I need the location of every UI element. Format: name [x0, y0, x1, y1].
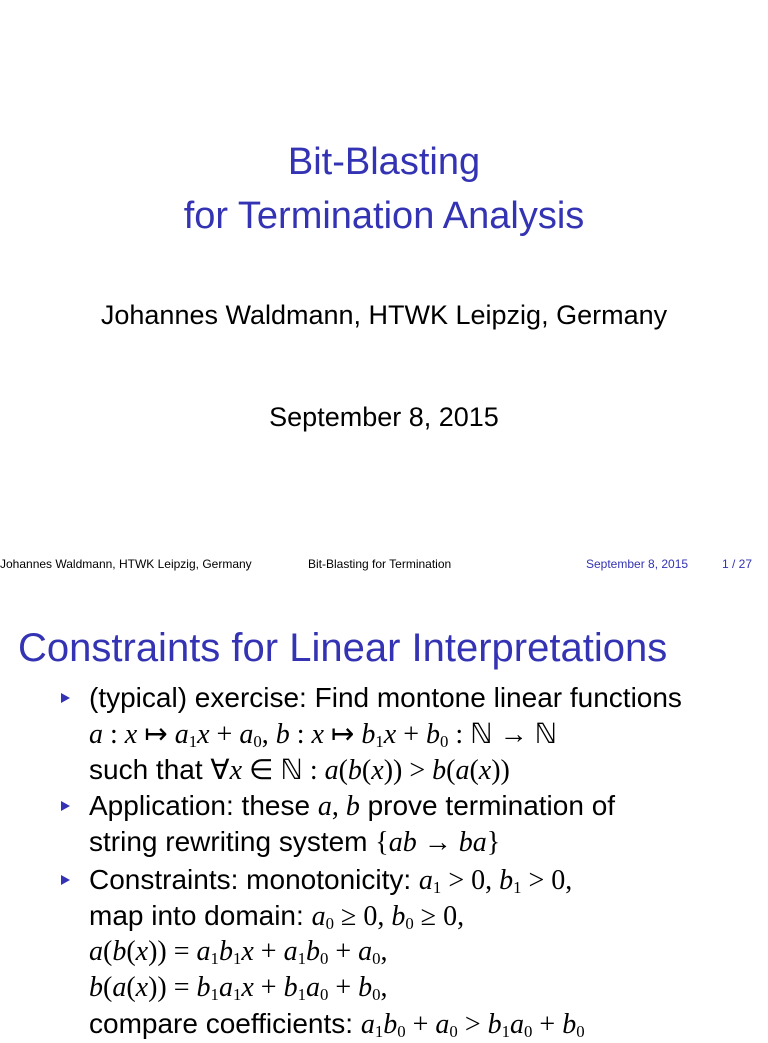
footer-short-title: Bit-Blasting for Termination — [308, 557, 452, 571]
bullet-1-condition: such that ∀x ∈ ℕ : a(b(x)) > b(a(x)) — [89, 754, 510, 786]
bullet-icon — [61, 801, 70, 811]
application-tail: prove termination of — [359, 790, 616, 821]
content-slide — [0, 576, 768, 1041]
footer-page-number: 1 / 27 — [722, 557, 753, 571]
bullet-icon — [61, 693, 70, 703]
bullet-1-formula: a : x ↦ $a_1x + a_0$, b : x ↦ $b_1x + b_0$ : ℕ → ℕ — [89, 719, 558, 751]
frame-title: Constraints for Linear Interpretations — [18, 626, 668, 670]
bullet-3-text: Constraints: monotonicity: $a_1 > 0$, $b_1 > 0$, — [89, 864, 573, 897]
compare-coefficients-line: compare coefficients: $a_1b_0 + a_0 > b_1a_0 + b_0$ — [89, 1008, 585, 1041]
compare-label: compare coefficients: — [89, 1008, 361, 1039]
bullet-1-text: (typical) exercise: Find montone linear functions — [89, 682, 682, 713]
constraints-label: Constraints: monotonicity: — [89, 864, 419, 895]
such-that-label: such that — [89, 754, 211, 785]
map-into-domain-label: map into domain: — [89, 900, 312, 931]
equation-a-of-b: $a(b(x)) = a_1b_1x + a_1b_0 + a_0$, — [89, 936, 388, 968]
bullet-icon — [61, 875, 70, 885]
bullet-2-line-2: string rewriting system {ab → ba} — [89, 826, 501, 858]
application-label: Application: these — [89, 790, 318, 821]
equation-b-of-a: $b(a(x)) = b_1a_1x + b_1a_0 + b_0$, — [89, 972, 388, 1004]
presentation-title-line-1: Bit-Blasting — [287, 141, 481, 183]
bullet-3-domain: map into domain: $a_0 \ge 0$, $b_0 \ge 0$, — [89, 900, 465, 933]
date-line: September 8, 2015 — [269, 402, 499, 432]
bullet-2-text: Application: these a, b prove termination of — [89, 790, 616, 822]
footer-date: September 8, 2015 — [586, 557, 689, 571]
footer-author: Johannes Waldmann, HTWK Leipzig, Germany — [0, 557, 252, 571]
author-line: Johannes Waldmann, HTWK Leipzig, Germany — [100, 300, 668, 330]
srs-label: string rewriting system — [89, 826, 376, 857]
presentation-title-line-2: for Termination Analysis — [183, 195, 585, 237]
